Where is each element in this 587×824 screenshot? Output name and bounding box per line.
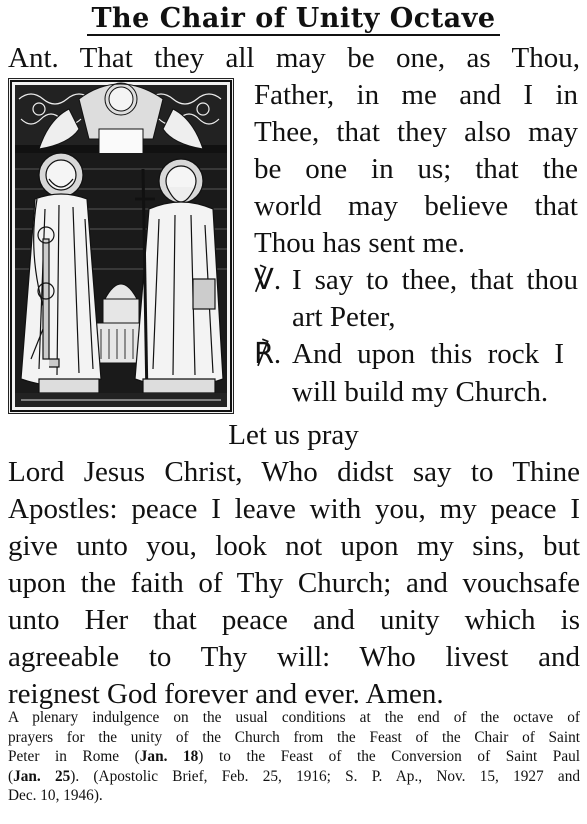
antiphon-line-6: Thou has sent me. xyxy=(254,227,466,259)
footnote-line-3-a: Peter in Rome ( xyxy=(8,748,140,765)
prayer-line-1: Lord Jesus Christ, Who didst say to Thine xyxy=(8,456,580,488)
prayer-line-3: give unto you, look not upon my sins, but xyxy=(8,530,580,562)
antiphon-line-2: Father, in me and I in xyxy=(254,79,578,111)
footnote-line-5: Dec. 10, 1946). xyxy=(8,787,103,804)
response-line-2: will build my Church. xyxy=(292,376,549,408)
footnote-line-4-a: ( xyxy=(8,767,14,785)
versicle-mark: ℣. xyxy=(254,264,282,296)
footnote-date-jan-25: Jan. 25 xyxy=(13,767,71,785)
antiphon-first-line: Ant. That they all may be one, as Thou, xyxy=(8,42,580,74)
prayer-line-5: unto Her that peace and unity which is xyxy=(8,604,580,636)
antiphon-line-3: Thee, that they also may xyxy=(254,116,578,148)
versicle-line-2: art Peter, xyxy=(292,301,396,333)
indulgence-footnote xyxy=(8,708,580,806)
response-mark: ℟. xyxy=(254,338,282,370)
prayer-line-6: agreeable to Thy will: Who livest and xyxy=(8,641,580,673)
prayer-line-7: reignest God forever and ever. Amen. xyxy=(8,678,444,710)
prayer-line-2: Apostles: peace I leave with you, my peace I xyxy=(8,493,580,525)
saints-peter-and-paul-engraving-icon xyxy=(8,78,234,414)
footnote-line-3-c: ) to the Feast of the Conversion of Saint Paul xyxy=(198,748,581,765)
response-line-1: And upon this rock I xyxy=(292,338,564,370)
let-us-pray-heading: Let us pray xyxy=(228,419,359,451)
footnote-line-4 xyxy=(8,767,580,787)
antiphon-line-5: world may believe that xyxy=(254,190,578,222)
antiphon-line-4: be one in us; that the xyxy=(254,153,578,185)
footnote-line-3 xyxy=(8,747,580,767)
footnote-line-1: A plenary indulgence on the usual conditions at the end of the octave of xyxy=(8,709,580,726)
prayer-line-4: upon the faith of Thy Church; and vouchsafe xyxy=(8,567,580,599)
page-title xyxy=(0,2,587,36)
footnote-line-2: prayers for the unity of the Church from the Feast of the Chair of Saint xyxy=(8,728,580,746)
versicle-line-1: I say to thee, that thou xyxy=(292,264,578,296)
footnote-line-4-c: ). (Apostolic Brief, Feb. 25, 1916; S. P. Ap., Nov. 15, 1927 and xyxy=(70,767,581,785)
title-text: The Chair of Unity Octave xyxy=(87,3,499,36)
footnote-date-jan-18: Jan. 18 xyxy=(139,748,199,765)
